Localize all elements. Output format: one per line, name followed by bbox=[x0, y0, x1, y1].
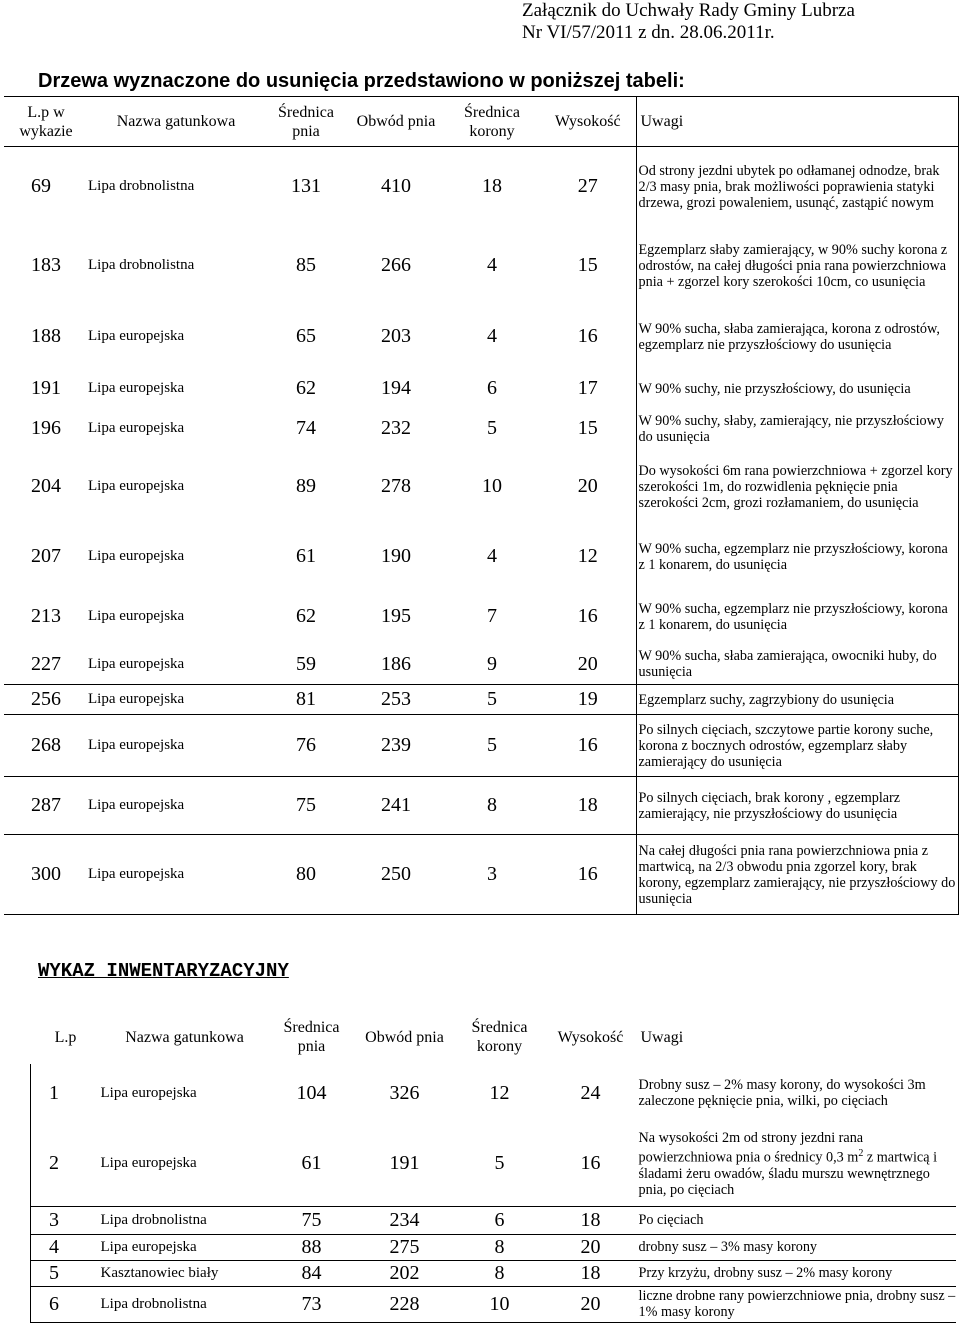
cell-crown: 18 bbox=[444, 147, 540, 227]
cell-remarks: Do wysokości 6m rana powierzchniowa + zgorzel kory szerokości 1m, do rozwidlenia pęknięcie pnia szerokości 2cm, grozi rozłamaniem, do usunięcia bbox=[636, 449, 958, 525]
cell-remarks: W 90% suchy, nie przyszłościowy, do usunięcia bbox=[636, 369, 958, 409]
cell-crown: 4 bbox=[487, 545, 497, 567]
cell-crown: 6 bbox=[455, 1206, 545, 1234]
cell-circ: 241 bbox=[348, 777, 444, 835]
table-row bbox=[31, 1260, 956, 1286]
cell-circ: 410 bbox=[348, 147, 444, 227]
cell-crown: 8 bbox=[444, 777, 540, 835]
cell-height: 16 bbox=[540, 835, 636, 915]
table-row bbox=[4, 449, 958, 525]
table-row bbox=[31, 1234, 956, 1260]
cell-lp: 213 bbox=[31, 605, 61, 627]
inventory-table bbox=[30, 1010, 956, 1323]
cell-lp: 4 bbox=[31, 1234, 101, 1260]
cell-remarks: W 90% sucha, słaba zamierająca, owocniki huby, do usunięcia bbox=[636, 645, 958, 685]
cell-lp: 3 bbox=[31, 1206, 101, 1234]
cell-crown: 5 bbox=[494, 1152, 505, 1175]
cell-circ: 234 bbox=[355, 1206, 455, 1234]
cell-height: 20 bbox=[577, 475, 598, 497]
cell-remarks: Na całej długości pnia rana powierzchniowa pnia z martwicą, na 2/3 obwodu pnia zgorzel kory, brak korony, egzemplarz zamierający, nie przyszłościowy do usunięcia bbox=[636, 835, 958, 915]
cell-lp: 204 bbox=[31, 475, 61, 497]
cell-height: 18 bbox=[545, 1260, 637, 1286]
cell-height: 18 bbox=[540, 777, 636, 835]
cell-remarks: Od strony jezdni ubytek po odłamanej odnodze, brak 2/3 masy pnia, brak możliwości poprawienia statyki drzewa, grozi powaleniem, usunąć, zastąpić nowym bbox=[636, 147, 958, 227]
table-row bbox=[4, 589, 958, 645]
cell-remarks: Przy krzyżu, drobny susz – 2% masy korony bbox=[637, 1260, 956, 1286]
cell-circ: 253 bbox=[348, 685, 444, 715]
cell-lp: 287 bbox=[4, 777, 88, 835]
cell-diam: 61 bbox=[296, 545, 316, 567]
cell-name: Lipa europejska bbox=[88, 655, 185, 672]
cell-name: Lipa europejska bbox=[88, 835, 264, 915]
cell-crown: 12 bbox=[489, 1081, 510, 1104]
cell-name: Kasztanowiec biały bbox=[101, 1260, 269, 1286]
cell-height: 20 bbox=[545, 1286, 637, 1322]
cell-diam: 62 bbox=[296, 377, 316, 399]
cell-lp: 69 bbox=[4, 147, 88, 227]
cell-diam: 80 bbox=[264, 835, 348, 915]
header-line-1: Załącznik do Uchwały Rady Gminy Lubrza bbox=[522, 0, 855, 21]
col-lp: L.p bbox=[54, 1028, 77, 1046]
cell-crown: 5 bbox=[487, 417, 497, 439]
cell-lp: 227 bbox=[31, 652, 61, 675]
cell-diam: 61 bbox=[301, 1152, 322, 1175]
cell-crown: 4 bbox=[487, 325, 497, 347]
table-row bbox=[4, 409, 958, 449]
cell-circ: 266 bbox=[381, 254, 411, 276]
table-row bbox=[4, 227, 958, 305]
cell-remarks: Egzemplarz suchy, zagrzybiony do usunięcia bbox=[636, 685, 958, 715]
table-row bbox=[4, 369, 958, 409]
cell-remarks bbox=[637, 1122, 956, 1206]
cell-circ: 194 bbox=[381, 377, 411, 399]
cell-diam: 74 bbox=[296, 417, 316, 439]
col-remarks: Uwagi bbox=[640, 1028, 684, 1046]
cell-diam: 89 bbox=[296, 475, 316, 497]
cell-remarks: Po silnych cięciach, brak korony , egzemplarz zamierający, nie przyszłościowy do usunięcia bbox=[636, 777, 958, 835]
cell-name: Lipa drobnolistna bbox=[88, 257, 195, 273]
document-header bbox=[522, 0, 952, 44]
cell-lp: 1 bbox=[31, 1064, 101, 1122]
table-row bbox=[31, 1122, 956, 1206]
table-row bbox=[31, 1206, 956, 1234]
cell-remarks: Po silnych cięciach, szczytowe partie korony suche, korona z bocznych odrostów, egzemplarz słaby zamierający do usunięcia bbox=[636, 715, 958, 777]
col-diam: Średnica pnia bbox=[283, 1019, 340, 1055]
cell-crown: 8 bbox=[455, 1234, 545, 1260]
table-row bbox=[4, 645, 958, 685]
table-row bbox=[31, 1064, 956, 1122]
cell-lp: 6 bbox=[31, 1286, 101, 1322]
col-height: Wysokość bbox=[557, 1028, 624, 1046]
table-row bbox=[4, 685, 958, 715]
cell-diam: 84 bbox=[269, 1260, 355, 1286]
cell-name: Lipa europejska bbox=[88, 608, 185, 624]
cell-lp: 2 bbox=[31, 1122, 101, 1206]
cell-circ: 250 bbox=[348, 835, 444, 915]
cell-remarks: W 90% suchy, słaby, zamierający, nie przyszłościowy do usunięcia bbox=[636, 409, 958, 449]
col-name: Nazwa gatunkowa bbox=[125, 1028, 244, 1046]
cell-name: Lipa drobnolistna bbox=[101, 1286, 269, 1322]
cell-name: Lipa drobnolistna bbox=[88, 147, 264, 227]
cell-circ: 228 bbox=[355, 1286, 455, 1322]
cell-remarks: drobny susz – 3% masy korony bbox=[637, 1234, 956, 1260]
cell-lp: 5 bbox=[31, 1260, 101, 1286]
cell-name: Lipa europejska bbox=[88, 777, 264, 835]
cell-diam: 104 bbox=[296, 1081, 327, 1104]
col-diam: Średnica pnia bbox=[278, 103, 334, 140]
cell-lp: 207 bbox=[31, 545, 61, 567]
cell-remarks: Drobny susz – 2% masy korony, do wysokości 3m zaleczone pęknięcie pnia, wilki, po cięciach bbox=[638, 1077, 926, 1109]
cell-crown: 7 bbox=[487, 605, 497, 627]
remarks-superscript: 2 bbox=[858, 1147, 864, 1159]
table-row bbox=[4, 305, 958, 369]
intro-heading: Drzewa wyznaczone do usunięcia przedstawiono w poniższej tabeli: bbox=[38, 70, 685, 92]
cell-height: 16 bbox=[540, 715, 636, 777]
cell-height: 19 bbox=[540, 685, 636, 715]
table-row bbox=[4, 777, 958, 835]
cell-diam: 81 bbox=[264, 685, 348, 715]
cell-circ: 278 bbox=[381, 475, 411, 497]
cell-lp: 268 bbox=[4, 715, 88, 777]
removal-table-header bbox=[4, 97, 958, 147]
cell-crown: 10 bbox=[455, 1286, 545, 1322]
cell-height: 12 bbox=[577, 545, 598, 567]
cell-crown: 5 bbox=[444, 685, 540, 715]
cell-circ: 191 bbox=[389, 1152, 420, 1175]
cell-circ: 232 bbox=[381, 417, 411, 439]
cell-name: Lipa europejska bbox=[88, 685, 264, 715]
cell-crown: 6 bbox=[487, 377, 497, 399]
cell-height: 24 bbox=[580, 1081, 601, 1104]
cell-name: Lipa europejska bbox=[88, 478, 185, 494]
cell-crown: 9 bbox=[487, 652, 497, 675]
cell-diam: 88 bbox=[269, 1234, 355, 1260]
cell-name: Lipa europejska bbox=[88, 715, 264, 777]
cell-circ: 239 bbox=[348, 715, 444, 777]
cell-height: 16 bbox=[577, 325, 598, 347]
cell-height: 16 bbox=[580, 1152, 601, 1175]
cell-height: 20 bbox=[545, 1234, 637, 1260]
col-height: Wysokość bbox=[554, 113, 621, 130]
cell-circ: 275 bbox=[355, 1234, 455, 1260]
cell-name: Lipa drobnolistna bbox=[101, 1206, 269, 1234]
cell-diam: 131 bbox=[264, 147, 348, 227]
col-circ: Obwód pnia bbox=[365, 1028, 444, 1046]
inventory-heading: WYKAZ INWENTARYZACYJNY bbox=[38, 960, 289, 982]
cell-crown: 3 bbox=[444, 835, 540, 915]
col-crown: Średnica korony bbox=[471, 1019, 528, 1055]
cell-remarks: Egzemplarz słaby zamierający, w 90% suchy korona z odrostów, na całej długości pnia rana powierzchniowa pnia + zgorzel kory szerokości 10cm, co usunięcia bbox=[636, 227, 958, 305]
cell-diam: 75 bbox=[264, 777, 348, 835]
cell-lp: 188 bbox=[31, 325, 61, 347]
cell-diam: 62 bbox=[296, 605, 316, 627]
cell-circ: 186 bbox=[381, 652, 411, 675]
cell-remarks: W 90% sucha, słaba zamierająca, korona z odrostów, egzemplarz nie przyszłościowy do usunięcia bbox=[636, 305, 958, 369]
cell-diam: 76 bbox=[264, 715, 348, 777]
cell-height: 16 bbox=[577, 605, 598, 627]
cell-remarks: W 90% sucha, egzemplarz nie przyszłościowy, korona z 1 konarem, do usunięcia bbox=[636, 525, 958, 589]
cell-crown: 8 bbox=[455, 1260, 545, 1286]
table-row bbox=[4, 835, 958, 915]
col-crown: Średnica korony bbox=[464, 103, 520, 140]
cell-remarks: W 90% sucha, egzemplarz nie przyszłościowy, korona z 1 konarem, do usunięcia bbox=[636, 589, 958, 645]
cell-remarks: liczne drobne rany powierzchniowe pnia, drobny susz – 1% masy korony bbox=[638, 1288, 956, 1320]
cell-crown: 5 bbox=[444, 715, 540, 777]
cell-diam: 85 bbox=[296, 254, 316, 276]
table-row bbox=[4, 525, 958, 589]
cell-height: 18 bbox=[545, 1206, 637, 1234]
cell-circ: 190 bbox=[381, 545, 411, 567]
cell-lp: 300 bbox=[4, 835, 88, 915]
header-line-2: Nr VI/57/2011 z dn. 28.06.2011r. bbox=[522, 22, 775, 43]
cell-circ: 195 bbox=[381, 605, 411, 627]
cell-lp: 191 bbox=[31, 377, 61, 399]
remarks-text: Na wysokości 2m od strony jezdni rana powierzchniowa pnia o średnicy 0,3 m bbox=[638, 1129, 864, 1166]
cell-diam: 73 bbox=[269, 1286, 355, 1322]
cell-name: Lipa europejska bbox=[101, 1234, 269, 1260]
cell-name: Lipa europejska bbox=[100, 1084, 197, 1101]
cell-height: 17 bbox=[577, 377, 598, 399]
cell-lp: 196 bbox=[31, 417, 61, 439]
remarks-text: z martwicą i śladami żeru owadów, śladu murszu wewnętrznego pnia, po cięciach bbox=[638, 1149, 938, 1198]
removal-table bbox=[4, 96, 959, 915]
cell-circ: 203 bbox=[381, 325, 411, 347]
cell-name: Lipa europejska bbox=[88, 380, 185, 396]
table-row bbox=[31, 1286, 956, 1322]
cell-circ: 326 bbox=[389, 1081, 420, 1104]
col-remarks: Uwagi bbox=[636, 97, 958, 147]
cell-circ: 202 bbox=[355, 1260, 455, 1286]
cell-height: 15 bbox=[577, 417, 598, 439]
cell-diam: 59 bbox=[296, 652, 316, 675]
cell-diam: 65 bbox=[296, 325, 316, 347]
cell-crown: 10 bbox=[482, 475, 502, 497]
cell-diam: 75 bbox=[269, 1206, 355, 1234]
cell-height: 27 bbox=[540, 147, 636, 227]
cell-name: Lipa europejska bbox=[88, 328, 185, 344]
col-name: Nazwa gatunkowa bbox=[116, 113, 236, 130]
table-row bbox=[4, 147, 958, 227]
cell-lp: 183 bbox=[31, 254, 61, 276]
cell-crown: 4 bbox=[487, 254, 497, 276]
cell-name: Lipa europejska bbox=[88, 548, 185, 564]
cell-name: Lipa europejska bbox=[100, 1155, 197, 1172]
cell-height: 20 bbox=[577, 652, 598, 675]
cell-name: Lipa europejska bbox=[88, 420, 185, 436]
inventory-table-header bbox=[31, 1010, 956, 1064]
cell-lp: 256 bbox=[4, 685, 88, 715]
cell-height: 15 bbox=[577, 254, 598, 276]
cell-remarks: Po cięciach bbox=[637, 1206, 956, 1234]
col-circ: Obwód pnia bbox=[356, 113, 436, 130]
col-lp: L.p w wykazie bbox=[19, 103, 73, 140]
table-row bbox=[4, 715, 958, 777]
